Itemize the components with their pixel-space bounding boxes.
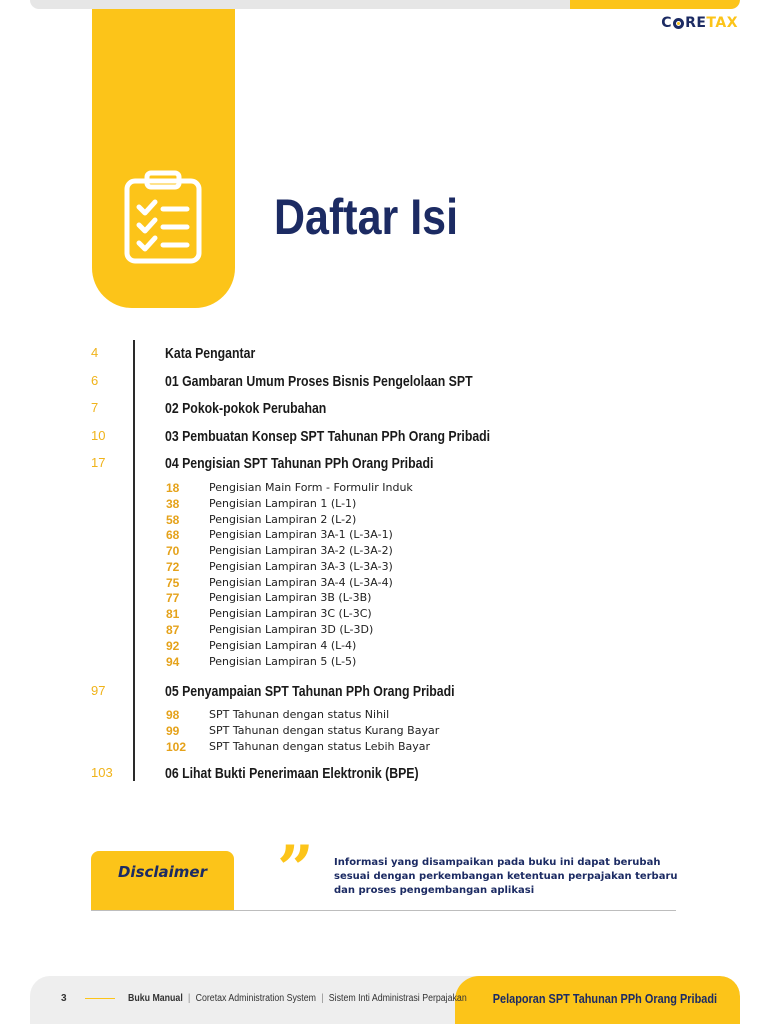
toc-page-number: 103 [91,765,113,780]
footer-manual: Buku Manual [128,993,183,1004]
toc-sub-title: Pengisian Main Form - Formulir Induk [209,481,413,494]
toc-sub-title: Pengisian Lampiran 1 (L-1) [209,497,357,510]
footer-page-number: 3 [61,993,67,1004]
logo-middle: RE [685,15,707,31]
toc-sub-page-number: 72 [166,560,180,574]
toc-title: 01 Gambaran Umum Proses Bisnis Pengelolaan SPT [165,373,473,390]
toc-sub-page-number: 92 [166,639,180,653]
toc-sub-page-number: 81 [166,607,180,621]
toc-sub-title: SPT Tahunan dengan status Kurang Bayar [209,724,440,737]
toc-sub-page-number: 102 [166,740,187,754]
toc-sub-page-number: 98 [166,708,180,722]
page-title: Daftar Isi [274,189,459,245]
toc-title: 06 Lihat Bukti Penerimaan Elektronik (BPE) [165,765,419,782]
toc-sub-title: Pengisian Lampiran 3C (L-3C) [209,607,372,620]
toc-sub-title: Pengisian Lampiran 5 (L-5) [209,655,357,668]
toc-sub-title: Pengisian Lampiran 3B (L-3B) [209,591,372,604]
clipboard-checklist-icon [123,169,203,265]
toc-title: Kata Pengantar [165,345,256,362]
toc-page-number: 4 [91,345,99,360]
top-bar-accent [570,0,740,9]
footer [30,976,740,1024]
hero-tab [92,9,235,308]
quote-icon: ” [277,832,314,907]
toc-page-number: 7 [91,400,99,415]
logo-prefix: C [661,15,673,31]
toc-sub-page-number: 18 [166,481,180,495]
toc-title: 05 Penyampaian SPT Tahunan PPh Orang Pribadi [165,683,455,700]
footer-meta [128,993,467,1004]
disclaimer-box [91,851,234,911]
toc-sub-page-number: 94 [166,655,180,669]
toc-title: 03 Pembuatan Konsep SPT Tahunan PPh Orang Pribadi [165,428,491,445]
toc-sub-title: Pengisian Lampiran 3A-4 (L-3A-4) [209,576,393,589]
logo-o-icon [673,18,684,29]
footer-subsystem: Sistem Inti Administrasi Perpajakan [328,993,467,1004]
toc-page-number: 6 [91,373,99,388]
logo-suffix: TAX [706,15,738,31]
toc-page-number: 97 [91,683,106,698]
toc-sub-title: Pengisian Lampiran 3A-2 (L-3A-2) [209,544,393,557]
toc-sub-page-number: 75 [166,576,180,590]
toc-sub-page-number: 58 [166,513,180,527]
toc-title: 02 Pokok-pokok Perubahan [165,400,327,417]
toc-sub-page-number: 38 [166,497,180,511]
disclaimer-divider [91,910,676,911]
coretax-logo [661,15,738,31]
toc-page-number: 10 [91,428,106,443]
top-bar [30,0,740,9]
toc-title: 04 Pengisian SPT Tahunan PPh Orang Pribadi [165,455,434,472]
toc-sub-title: Pengisian Lampiran 3D (L-3D) [209,623,374,636]
toc-page-number: 17 [91,455,106,470]
footer-system: Coretax Administration System [195,993,316,1004]
toc-sub-page-number: 68 [166,528,180,542]
toc-sub-page-number: 87 [166,623,180,637]
toc-sub-title: Pengisian Lampiran 4 (L-4) [209,639,357,652]
footer-separator: | [188,993,191,1004]
disclaimer-label: Disclaimer [117,863,208,881]
toc-sub-title: SPT Tahunan dengan status Nihil [209,708,390,721]
toc-sub-page-number: 70 [166,544,180,558]
toc-sub-page-number: 99 [166,724,180,738]
disclaimer-text: Informasi yang disampaikan pada buku ini dapat berubah sesuai dengan perkembangan ketentuan perpajakan terbaru dan proses pengembangan aplikasi [334,857,678,896]
toc-divider [133,340,135,781]
toc-sub-title: Pengisian Lampiran 3A-3 (L-3A-3) [209,560,393,573]
toc-sub-title: Pengisian Lampiran 3A-1 (L-3A-1) [209,528,393,541]
footer-rule [85,998,115,999]
toc-sub-page-number: 77 [166,591,180,605]
toc-sub-title: SPT Tahunan dengan status Lebih Bayar [209,740,431,753]
footer-separator: | [321,993,324,1004]
footer-doc-title: Pelaporan SPT Tahunan PPh Orang Pribadi [492,991,717,1006]
toc-sub-title: Pengisian Lampiran 2 (L-2) [209,513,357,526]
